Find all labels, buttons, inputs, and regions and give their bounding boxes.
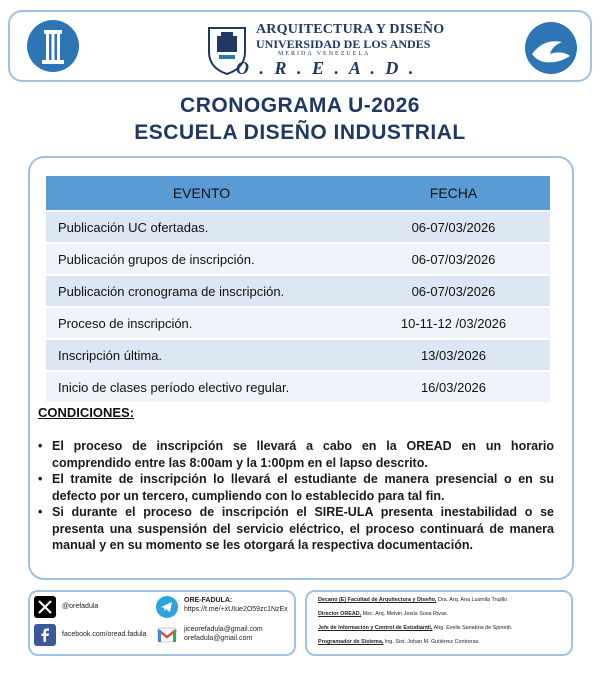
staff-name: Msc. Arq. Melvin Jesús Sosa Rivas. — [361, 611, 449, 617]
date-cell: 06-07/03/2026 — [357, 211, 550, 243]
date-cell: 06-07/03/2026 — [357, 275, 550, 307]
date-cell: 10-11-12 /03/2026 — [357, 307, 550, 339]
telegram-label: ORE-FADULA: — [184, 597, 233, 604]
conditions-list — [38, 438, 554, 554]
swirl-logo-icon — [522, 20, 580, 76]
table-row — [46, 307, 550, 339]
org-subtitle: UNIVERSIDAD DE LOS ANDES — [256, 37, 431, 51]
bullet-icon: • — [38, 472, 43, 486]
staff-name: Abg. Evelis Sanabria de Spinetti. — [432, 625, 513, 631]
list-item — [38, 504, 554, 554]
list-item — [38, 438, 554, 471]
event-cell: Inscripción última. — [46, 339, 357, 371]
staff-line — [318, 597, 507, 603]
list-item — [38, 471, 554, 504]
column-header-event: EVENTO — [46, 176, 357, 211]
event-cell: Proceso de inscripción. — [46, 307, 357, 339]
telegram-link[interactable]: https://t.me/+xUIue2O59zc1NzEx — [184, 606, 288, 613]
telegram-icon[interactable] — [156, 596, 178, 618]
staff-line — [318, 639, 480, 645]
bullet-icon: • — [38, 505, 43, 519]
email-secondary[interactable]: orefadula@gmail.com — [184, 635, 253, 642]
bullet-icon: • — [38, 439, 43, 453]
date-cell: 16/03/2026 — [357, 371, 550, 402]
staff-name: Dra. Arq. Ana Lusmila Trujillo — [436, 597, 508, 603]
staff-role: Director OREAD, — [318, 611, 362, 617]
date-cell: 13/03/2026 — [357, 339, 550, 371]
conditions-heading: CONDICIONES: — [38, 405, 135, 420]
x-handle[interactable]: @orefadula — [62, 603, 99, 610]
staff-name: Ing. Sist. Johan M. Gutiérrez Contreras. — [383, 639, 480, 645]
date-cell: 06-07/03/2026 — [357, 243, 550, 275]
staff-role: Decano (E) Facultad de Arquitectura y Diseño, — [318, 597, 437, 603]
facebook-icon[interactable] — [34, 624, 56, 646]
event-cell: Inicio de clases período electivo regular. — [46, 371, 357, 402]
table-row — [46, 339, 550, 371]
schedule-table — [46, 176, 550, 402]
event-cell: Publicación cronograma de inscripción. — [46, 275, 357, 307]
staff-line — [318, 625, 512, 631]
staff-role: Jefe de Información y Control de Estudiantil, — [318, 625, 433, 631]
staff-line — [318, 611, 448, 617]
event-cell: Publicación grupos de inscripción. — [46, 243, 357, 275]
facebook-link[interactable]: facebook.com/oread.fadula — [62, 631, 147, 638]
org-location: MERIDA VENEZUELA — [278, 51, 371, 57]
org-acronym: O . R . E . A . D . — [236, 58, 417, 78]
column-header-date: FECHA — [357, 176, 550, 211]
org-title: ARQUITECTURA Y DISEÑO — [256, 22, 445, 37]
event-cell: Publicación UC ofertadas. — [46, 211, 357, 243]
column-logo-icon — [24, 18, 82, 74]
condition-text: El tramite de inscripción lo llevará el estudiante de manera presencial o en su defecto por un tercero, cumpliendo con lo establecido para tal fin. — [52, 472, 554, 503]
gmail-icon[interactable] — [156, 624, 178, 646]
page-title: CRONOGRAMA U-2026 — [180, 94, 420, 117]
table-row — [46, 211, 550, 243]
page-subtitle: ESCUELA DISEÑO INDUSTRIAL — [134, 121, 466, 144]
table-row — [46, 243, 550, 275]
table-row — [46, 371, 550, 402]
condition-text: El proceso de inscripción se llevará a cabo en la OREAD en un horario comprendido entre las 8:00am y la 1:00pm en el lapso descrito. — [52, 439, 554, 470]
staff-role: Programador de Sistema, — [318, 639, 384, 645]
table-header-row — [46, 176, 550, 211]
email-primary[interactable]: jiceorefadula@gmail.com — [184, 626, 263, 633]
table-row — [46, 275, 550, 307]
condition-text: Si durante el proceso de inscripción el SIRE-ULA presenta inestabilidad o se presenta una suspensión del servicio eléctrico, el proceso continuará de manera manual y en su momento se les otorgará la respectiva documentación. — [52, 505, 554, 552]
x-logo-icon[interactable] — [34, 596, 56, 618]
